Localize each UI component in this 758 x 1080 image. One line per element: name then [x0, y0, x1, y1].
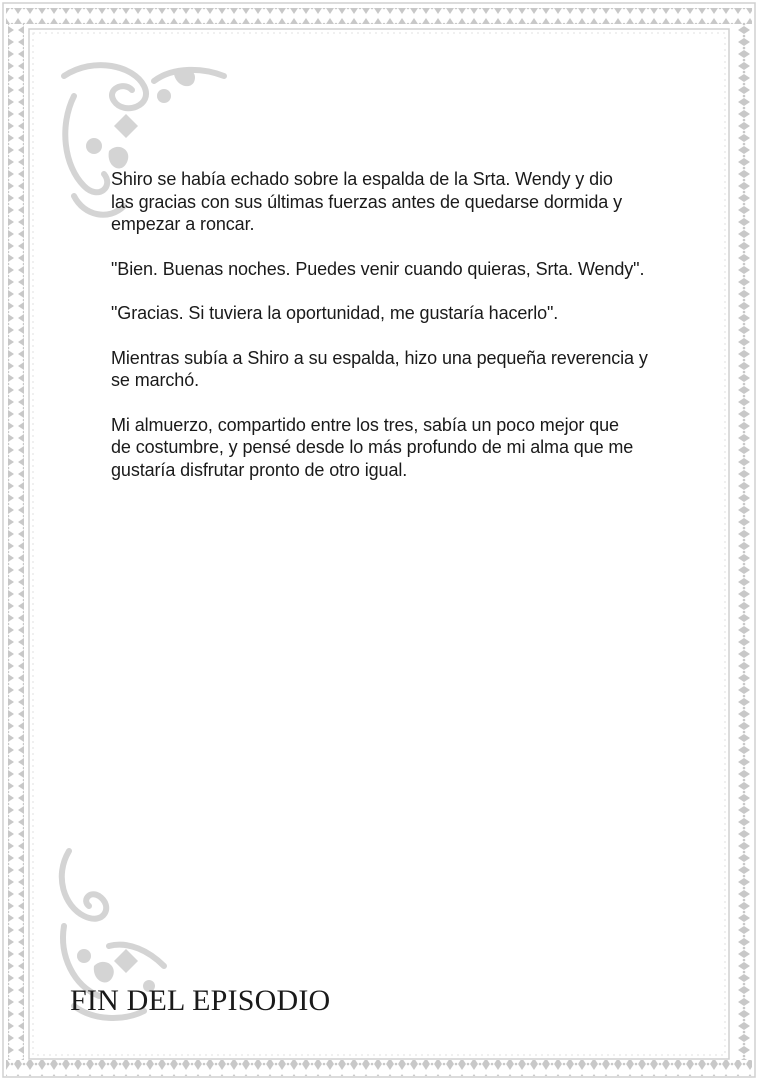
- paragraph: "Gracias. Si tuviera la oportunidad, me gustaría hacerlo".: [111, 303, 559, 323]
- paragraph: Shiro se había echado sobre la espalda de la Srta. Wendy y dio las gracias con sus últimas fuerzas antes de quedarse dormida y empezar a roncar.: [111, 169, 622, 234]
- paragraph: "Bien. Buenas noches. Puedes venir cuando quieras, Srta. Wendy".: [111, 258, 645, 279]
- body-text: [111, 168, 671, 503]
- paragraph: Mi almuerzo, compartido entre los tres, sabía un poco mejor que de costumbre, y pensé desde lo más profundo de mi alma que me gustaría disfrutar pronto de otro igual.: [111, 414, 634, 480]
- paragraph: Mientras subía a Shiro a su espalda, hizo una pequeña reverencia y se marchó.: [111, 347, 648, 390]
- end-title: FIN DEL EPISODIO: [70, 984, 331, 1017]
